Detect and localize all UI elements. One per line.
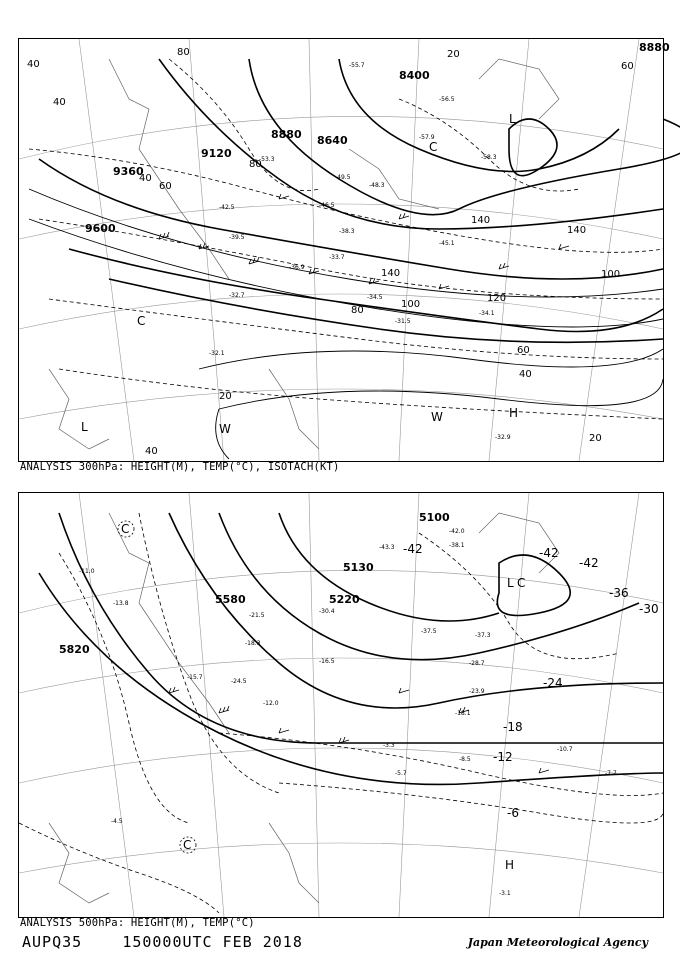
temperature-sample: -32.1: [209, 350, 225, 357]
height-label: 5220: [329, 593, 360, 606]
height-label: 8880: [639, 41, 670, 54]
temperature-sample: -42.5: [219, 204, 235, 211]
temperature-sample: -49.5: [335, 174, 351, 181]
isotherm-label: -18: [503, 720, 523, 734]
isotach-label: 40: [519, 369, 532, 380]
temperature-samples-500: [79, 528, 617, 897]
temperature-sample: -4.5: [111, 818, 123, 825]
product-header: [22, 933, 303, 951]
temperature-sample: -38.3: [339, 228, 355, 235]
cold-center: C: [121, 522, 130, 536]
isotherm-label: -42: [403, 542, 423, 556]
isotherm-label: -42: [539, 546, 559, 560]
isotach-label: 100: [401, 299, 421, 310]
cold-center: C: [137, 314, 146, 328]
isotach-label: 60: [621, 61, 634, 72]
map-panel-500hpa: [18, 492, 664, 918]
isotherms-500: [19, 513, 663, 913]
temperature-sample: -43.3: [379, 544, 395, 551]
temperature-sample: -11.0: [79, 568, 95, 575]
graticule-500: [19, 493, 663, 917]
temperature-sample: -23.9: [469, 688, 485, 695]
temperature-sample: -28.7: [469, 660, 485, 667]
caption-500hpa: ANALYSIS 500hPa: HEIGHT(M), TEMP(°C): [20, 917, 255, 929]
isotach-labels-300: [27, 47, 634, 457]
cold-center: C: [429, 140, 438, 154]
product-code: AUPQ35: [22, 933, 83, 951]
height-label: 9360: [113, 165, 144, 178]
isotach-label: 40: [145, 446, 158, 457]
height-labels-500: [59, 511, 450, 656]
temperature-sample: -3.1: [499, 890, 511, 897]
temperature-sample: -48.3: [369, 182, 385, 189]
wind-barbs-500: [169, 687, 549, 773]
height-label: 5130: [343, 561, 374, 574]
temperature-sample: -30.4: [319, 608, 335, 615]
temperature-sample: -18.1: [455, 710, 471, 717]
analysis-datetime: 150000UTC FEB 2018: [122, 933, 303, 951]
temperature-sample: -37.5: [421, 628, 437, 635]
height-labels-300: [85, 41, 670, 235]
isotach-label: 20: [589, 433, 602, 444]
agency-credit: Japan Meteorological Agency: [467, 936, 648, 949]
cold-center: C: [183, 838, 192, 852]
isotach-label: 40: [139, 173, 152, 184]
temperature-sample: -46.5: [319, 202, 335, 209]
isotach-label: 40: [53, 97, 66, 108]
height-label: 8400: [399, 69, 430, 82]
height-label: 8880: [271, 128, 302, 141]
temperature-sample: -38.1: [449, 542, 465, 549]
temperature-sample: -10.7: [557, 746, 573, 753]
isotherm-label: -6: [507, 806, 519, 820]
temperature-sample: -34.5: [367, 294, 383, 301]
map-300hpa-drawing: [19, 39, 670, 461]
isotach-label: 120: [487, 293, 507, 304]
temperature-sample: -37.3: [475, 632, 491, 639]
low-center: L: [81, 420, 88, 434]
temperature-sample: -32.9: [495, 434, 511, 441]
isotach-label: 140: [381, 268, 401, 279]
temperature-sample: -24.5: [231, 678, 247, 685]
temperature-samples-300: [209, 62, 511, 441]
warm-center: W: [219, 422, 231, 436]
cold-center: C: [517, 576, 526, 590]
height-contours-500: [39, 513, 663, 784]
temperature-sample: -42.0: [449, 528, 465, 535]
isotach-label: 80: [249, 159, 262, 170]
isotherm-label: -12: [493, 750, 513, 764]
temperature-sample: -12.0: [263, 700, 279, 707]
height-label: 9600: [85, 222, 116, 235]
isotherm-label: -30: [639, 602, 659, 616]
height-label: 5580: [215, 593, 246, 606]
temperature-sample: -7.7: [605, 770, 617, 777]
temperature-sample: -13.8: [113, 600, 129, 607]
low-center: L: [509, 112, 516, 126]
isotach-label: 140: [567, 225, 587, 236]
temperature-sample: -18.3: [245, 640, 261, 647]
temperature-sample: -57.9: [419, 134, 435, 141]
isotach-label: 60: [159, 181, 172, 192]
height-label: 9120: [201, 147, 232, 160]
isotach-label: 20: [219, 391, 232, 402]
temperature-sample: -32.7: [229, 292, 245, 299]
temperature-sample: -21.5: [249, 612, 265, 619]
isotach-label: 80: [351, 305, 364, 316]
height-contours-300: [39, 59, 680, 342]
temperature-sample: -15.7: [187, 674, 203, 681]
isotach-label: 140: [471, 215, 491, 226]
temperature-sample: -3.3: [383, 742, 395, 749]
low-center: L: [507, 576, 514, 590]
caption-300hpa: ANALYSIS 300hPa: HEIGHT(M), TEMP(°C), ISOTACH(KT): [20, 461, 340, 473]
high-center: H: [509, 406, 519, 420]
temperature-sample: -56.5: [439, 96, 455, 103]
temperature-sample: -39.5: [229, 234, 245, 241]
isotach-label: 80: [177, 47, 190, 58]
isotherm-label: -24: [543, 676, 563, 690]
isotach-label: 40: [27, 59, 40, 70]
temperature-sample: -55.7: [349, 62, 365, 69]
temp-labels-500: [403, 542, 659, 820]
isotach-label: 20: [447, 49, 460, 60]
temperature-sample: -36.9: [289, 264, 305, 271]
height-label: 5820: [59, 643, 90, 656]
temperature-sample: -8.5: [459, 756, 471, 763]
temperature-sample: -16.5: [319, 658, 335, 665]
temperature-sample: -34.1: [479, 310, 495, 317]
temperature-sample: -53.3: [259, 156, 275, 163]
isotherm-label: -36: [609, 586, 629, 600]
height-label: 5100: [419, 511, 450, 524]
high-center: H: [505, 858, 515, 872]
isotherms-300: [29, 59, 663, 419]
map-500hpa-drawing: [19, 493, 663, 917]
isotherm-label: -42: [579, 556, 599, 570]
temperature-sample: -45.1: [439, 240, 455, 247]
height-label: 8640: [317, 134, 348, 147]
temperature-sample: -5.7: [395, 770, 407, 777]
temperature-sample: -33.7: [329, 254, 345, 261]
map-panel-300hpa: [18, 38, 670, 462]
warm-center: W: [431, 410, 443, 424]
temperature-sample: -31.5: [395, 318, 411, 325]
temperature-sample: -58.3: [481, 154, 497, 161]
isotach-label: 100: [601, 269, 621, 280]
isotach-label: 60: [517, 345, 530, 356]
